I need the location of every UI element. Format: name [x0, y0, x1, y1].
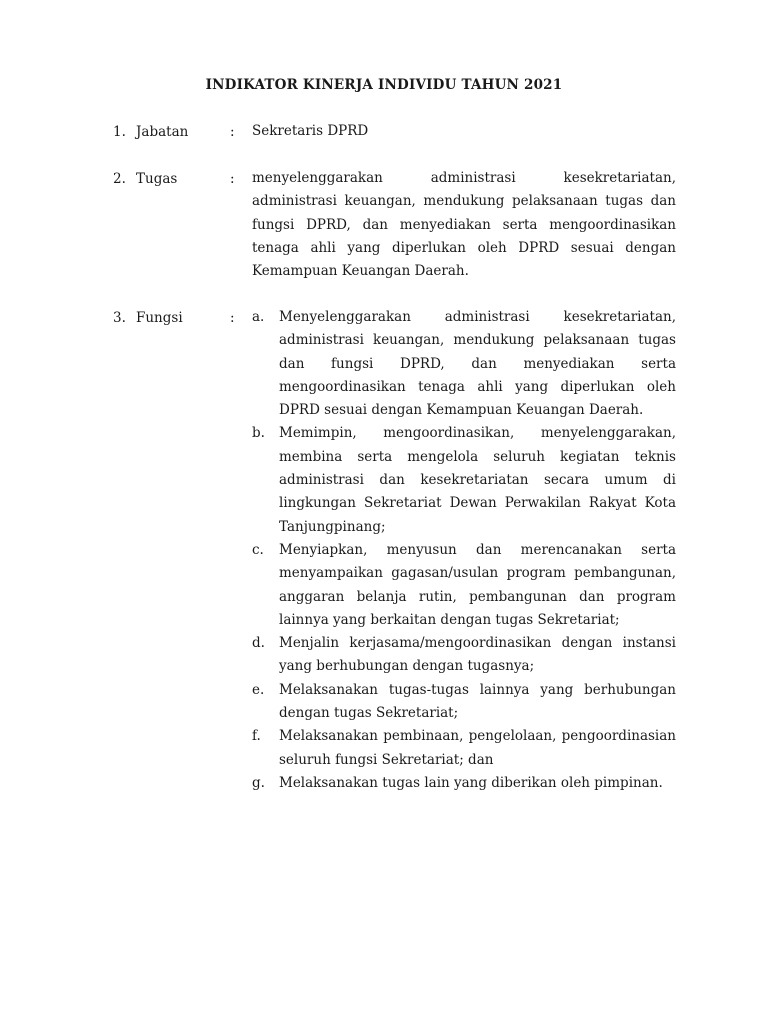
list-item — [252, 306, 676, 422]
item-value — [252, 120, 676, 143]
list-item — [252, 422, 676, 538]
item-colon: : — [230, 171, 235, 187]
list-item-text: Memimpin, mengoordinasikan, menyelenggarakan, membina serta mengelola seluruh kegiatan teknis administrasi dan kesekretariatan secara umum di lingkungan Sekretariat Dewan Perwakilan Rakyat Kota Tanjungpinang; — [279, 425, 676, 535]
item-label: Jabatan — [136, 124, 189, 140]
item-label: Fungsi — [136, 310, 183, 326]
item-colon: : — [230, 310, 235, 326]
list-item — [252, 725, 676, 772]
list-item-text: Melaksanakan tugas lain yang diberikan oleh pimpinan. — [279, 774, 663, 791]
list-item-text: Menyiapkan, menyusun dan merencanakan serta menyampaikan gagasan/usulan program pembangunan, anggaran belanja rutin, pembangunan dan program lainnya yang berkaitan dengan tugas Sekretariat; — [279, 541, 676, 628]
list-item-text: Menjalin kerjasama/mengoordinasikan dengan instansi yang berhubungan dengan tugasnya; — [279, 635, 676, 675]
item-colon: : — [230, 124, 235, 140]
fungsi-list — [252, 306, 676, 795]
list-item-letter: g. — [252, 774, 265, 791]
list-item-text: Menyelenggarakan administrasi kesekretariatan, administrasi keuangan, mendukung pelaksanaan tugas dan fungsi DPRD, dan menyediakan serta mengoordinasikan tenaga ahli yang diperlukan oleh DPRD sesuai dengan Kemampuan Keuangan Daerah. — [279, 309, 676, 419]
item-value — [252, 167, 676, 283]
list-item — [252, 632, 676, 679]
item-number: 3. — [113, 310, 126, 326]
item-label: Tugas — [136, 171, 178, 187]
list-item-letter: a. — [252, 309, 265, 325]
item-number: 1. — [113, 124, 126, 140]
list-item-letter: b. — [252, 425, 265, 442]
list-item-letter: f. — [252, 728, 261, 745]
list-item-text: Melaksanakan tugas-tugas lainnya yang berhubungan dengan tugas Sekretariat; — [279, 681, 676, 722]
list-item-letter: d. — [252, 635, 265, 652]
list-item-letter: e. — [252, 681, 265, 698]
list-item — [252, 679, 676, 726]
list-item — [252, 539, 676, 632]
item-number: 2. — [113, 171, 126, 187]
list-item-letter: c. — [252, 541, 264, 558]
document-title: INDIKATOR KINERJA INDIVIDU TAHUN 2021 — [205, 77, 563, 93]
list-item — [252, 772, 676, 795]
list-item-text: Melaksanakan pembinaan, pengelolaan, pengoordinasian seluruh fungsi Sekretariat; dan — [279, 728, 676, 768]
tugas-value: menyelenggarakan administrasi kesekretariatan, administrasi keuangan, mendukung pelaksanaan tugas dan fungsi DPRD, dan menyediakan serta mengoordinasikan tenaga ahli yang diperlukan oleh DPRD sesuai dengan Kemampuan Keuangan Daerah. — [252, 170, 676, 280]
jabatan-value: Sekretaris DPRD — [252, 123, 369, 139]
